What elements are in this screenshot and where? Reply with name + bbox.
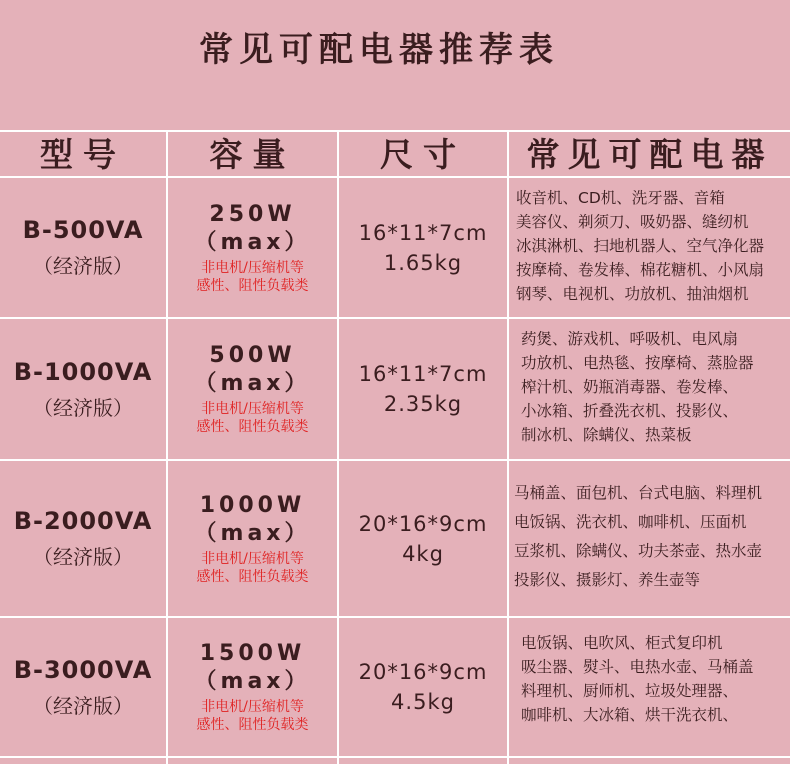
- weight: 4kg: [402, 541, 444, 566]
- capacity-value: 1000W: [199, 492, 306, 518]
- load-note-1: 非电机/压缩机等: [201, 401, 304, 417]
- load-note-2: 感性、阻性负载类: [196, 568, 309, 585]
- appliance-line: 收音机、CD机、洗牙器、音箱: [516, 189, 725, 207]
- dimensions: 16*11*7cm: [358, 362, 488, 386]
- appliance-line: 马桶盖、面包机、台式电脑、料理机: [514, 484, 763, 502]
- size-cell: [339, 461, 507, 616]
- col-divider-3: [507, 130, 509, 764]
- size-cell: [339, 618, 507, 756]
- appliance-line: 投影仪、摄影灯、养生壶等: [514, 571, 701, 589]
- appliance-line: 美容仪、剃须刀、吸奶器、缝纫机: [516, 213, 749, 231]
- dimensions: 20*16*9cm: [358, 660, 488, 684]
- appliance-line: 料理机、厨师机、垃圾处理器、: [521, 682, 739, 700]
- dimensions: 16*11*7cm: [358, 220, 488, 245]
- capacity-max: （max）: [194, 520, 311, 546]
- edition-label: （经济版）: [33, 693, 133, 718]
- size-cell: [339, 178, 507, 317]
- appliance-line: 功放机、电热毯、按摩椅、蒸脸器: [521, 354, 754, 372]
- header-appliances: 常见可配电器: [526, 135, 773, 174]
- appliance-line: 吸尘器、熨斗、电热水壶、马桶盖: [521, 658, 754, 676]
- size-cell: [339, 319, 507, 459]
- load-note-2: 感性、阻性负载类: [196, 277, 309, 294]
- model-name: B-1000VA: [13, 357, 153, 386]
- appliance-line: 药煲、游戏机、呼吸机、电风扇: [521, 330, 739, 348]
- appliance-line: 按摩椅、卷发棒、棉花糖机、小风扇: [516, 261, 765, 279]
- capacity-cell: [168, 319, 337, 459]
- load-note-2: 感性、阻性负载类: [196, 419, 309, 435]
- capacity-max: （max）: [194, 669, 311, 694]
- appliance-line: 豆浆机、除螨仪、功夫茶壶、热水壶: [514, 542, 763, 560]
- appliance-line: 电饭锅、洗衣机、咖啡机、压面机: [514, 513, 747, 531]
- load-note-1: 非电机/压缩机等: [201, 550, 304, 567]
- appliance-line: 咖啡机、大冰箱、烘干洗衣机、: [521, 706, 739, 724]
- header-capacity: 容量: [209, 135, 296, 174]
- header-size: 尺寸: [380, 135, 466, 174]
- model-name: B-500VA: [22, 216, 144, 244]
- edition-label: （经济版）: [33, 254, 133, 278]
- appliance-list: [514, 479, 762, 595]
- weight: 1.65kg: [383, 250, 463, 275]
- capacity-cell: [168, 461, 337, 616]
- capacity-max: （max）: [194, 371, 311, 396]
- model-cell: [0, 461, 166, 616]
- model-cell: [0, 319, 166, 459]
- edition-label: （经济版）: [33, 395, 133, 420]
- capacity-value: 500W: [209, 343, 296, 368]
- weight: 4.5kg: [391, 690, 455, 714]
- appliance-line: 榨汁机、奶瓶消毒器、卷发棒、: [521, 378, 739, 396]
- capacity-cell: [168, 618, 337, 756]
- appliance-list: [516, 186, 764, 306]
- load-note-1: 非电机/压缩机等: [201, 259, 304, 276]
- model-cell: [0, 178, 166, 317]
- appliance-list: [521, 631, 754, 727]
- capacity-max: （max）: [194, 229, 311, 255]
- weight: 2.35kg: [383, 392, 463, 416]
- model-cell: [0, 618, 166, 756]
- load-note-2: 感性、阻性负载类: [196, 717, 309, 733]
- header-model: 型号: [40, 135, 126, 174]
- dimensions: 20*16*9cm: [358, 511, 488, 536]
- capacity-value: 250W: [209, 201, 296, 227]
- page-title: 常见可配电器推荐表: [199, 30, 559, 70]
- appliance-line: 小冰箱、折叠洗衣机、投影仪、: [521, 402, 739, 420]
- capacity-value: 1500W: [199, 641, 306, 666]
- capacity-cell: [168, 178, 337, 317]
- appliance-line: 钢琴、电视机、功放机、抽油烟机: [516, 285, 749, 303]
- load-note-1: 非电机/压缩机等: [201, 699, 304, 715]
- appliance-line: 电饭锅、电吹风、柜式复印机: [521, 634, 723, 652]
- model-name: B-2000VA: [13, 507, 153, 535]
- row-divider-4: [0, 756, 790, 758]
- appliance-list: [521, 327, 754, 447]
- appliance-line: 冰淇淋机、扫地机器人、空气净化器: [516, 237, 765, 255]
- edition-label: （经济版）: [33, 545, 133, 569]
- appliance-line: 制冰机、除螨仪、热菜板: [521, 426, 692, 444]
- model-name: B-3000VA: [13, 655, 153, 684]
